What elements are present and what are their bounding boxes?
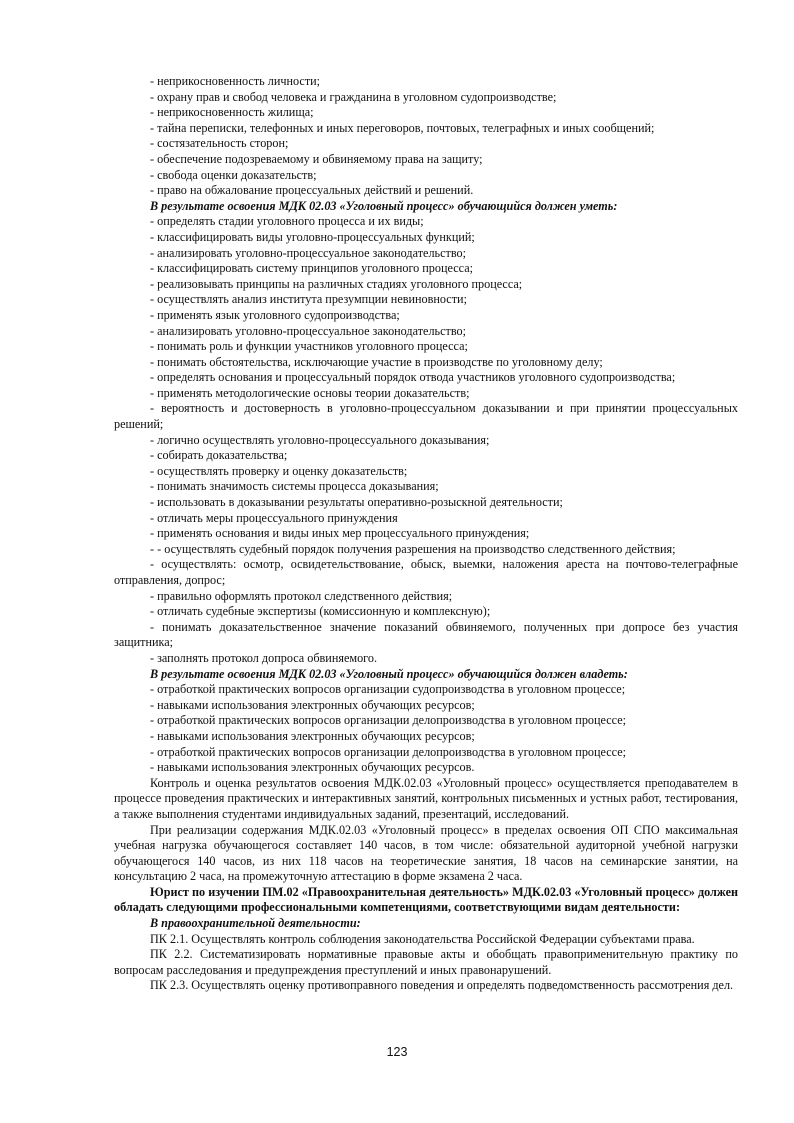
list-item: - неприкосновенность жилища; — [150, 105, 314, 120]
paragraph: Контроль и оценка результатов освоения МДК.02.03 «Уголовный процесс» осуществляется преподавателем в процессе проведения практических и интерактивных занятий, контрольных письменных и устных работ, тестирования, а также выполнения студентами индивидуальных заданий, презентаций, исследований. — [114, 775, 738, 821]
list-item: - отработкой практических вопросов организации делопроизводства в уголовном процессе; — [150, 744, 627, 759]
document-body — [114, 74, 738, 994]
list-item: - правильно оформлять протокол следственного действия; — [150, 588, 453, 603]
list-item: - анализировать уголовно-процессуальное законодательство; — [150, 323, 466, 338]
list-item: - навыками использования электронных обучающих ресурсов; — [150, 728, 475, 743]
list-item: - - осуществлять судебный порядок получения разрешения на производство следственного действия; — [150, 541, 676, 556]
list-item: - состязательность сторон; — [150, 136, 289, 151]
list-item: - реализовывать принципы на различных стадиях уголовного процесса; — [150, 276, 523, 291]
list-item: - навыками использования электронных обучающих ресурсов; — [150, 697, 475, 712]
list-item: - классифицировать виды уголовно-процессуальных функций; — [150, 229, 475, 244]
paragraph: При реализации содержания МДК.02.03 «Уголовный процесс» в пределах освоения ОП СПО максимальная учебная нагрузка обучающегося составляет 140 часов, в том числе: обязательной аудиторной учебной нагрузки обучающегося 140 часов, из них 118 часов на теоретические занятия, 18 часов на семинарские занятии, на консультацию 2 часа, на промежуточную аттестацию в форме экзамена 2 часа. — [114, 822, 738, 884]
section-heading: В результате освоения МДК 02.03 «Уголовный процесс» обучающийся должен уметь: — [150, 198, 618, 213]
list-item: - применять язык уголовного судопроизводства; — [150, 307, 400, 322]
list-item: - осуществлять: осмотр, освидетельствование, обыск, выемки, наложения ареста на почтово-телеграфные отправления, допрос; — [114, 557, 738, 587]
list-item: - определять основания и процессуальный порядок отвода участников уголовного судопроизводства; — [150, 370, 676, 385]
list-item: - неприкосновенность личности; — [150, 74, 321, 88]
list-item: - определять стадии уголовного процесса и их виды; — [150, 214, 424, 229]
list-item: - применять основания и виды иных мер процессуального принуждения; — [150, 526, 530, 541]
list-item: - навыками использования электронных обучающих ресурсов. — [150, 760, 475, 775]
list-item: - тайна переписки, телефонных и иных переговоров, почтовых, телеграфных и иных сообщений; — [150, 120, 655, 135]
paragraph: ПК 2.1. Осуществлять контроль соблюдения законодательства Российской Федерации субъектами права. — [150, 931, 695, 946]
list-item: - понимать обстоятельства, исключающие участие в производстве по уголовному делу; — [150, 354, 603, 369]
paragraph: ПК 2.2. Систематизировать нормативные правовые акты и обобщать правоприменительную практику по вопросам расследования и предупреждения преступлений и иных правонарушений. — [114, 947, 738, 977]
list-item: - отработкой практических вопросов организации делопроизводства в уголовном процессе; — [150, 713, 627, 728]
list-item: - осуществлять анализ института презумпции невиновности; — [150, 292, 467, 307]
list-item: - применять методологические основы теории доказательств; — [150, 385, 470, 400]
bold-paragraph: Юрист по изучении ПМ.02 «Правоохранительная деятельность» МДК.02.03 «Уголовный процесс» должен обладать следующими профессиональными компетенциями, соответствующими видам деятельности: — [114, 884, 738, 915]
section-heading: В результате освоения МДК 02.03 «Уголовный процесс» обучающийся должен владеть: — [150, 666, 628, 681]
list-item: - право на обжалование процессуальных действий и решений. — [150, 183, 474, 198]
list-item: - анализировать уголовно-процессуальное законодательство; — [150, 245, 466, 260]
list-item: - логично осуществлять уголовно-процессуального доказывания; — [150, 432, 490, 447]
list-item: - отработкой практических вопросов организации судопроизводства в уголовном процессе; — [150, 682, 626, 697]
list-item: - собирать доказательства; — [150, 448, 288, 463]
list-item: - охрану прав и свобод человека и гражданина в уголовном судопроизводстве; — [150, 89, 557, 104]
list-item: - понимать доказательственное значение показаний обвиняемого, полученных при допросе без участия защитника; — [114, 619, 738, 650]
list-item: - вероятность и достоверность в уголовно-процессуальном доказывании и при принятии процессуальных решений; — [114, 401, 738, 432]
page-number: 123 — [386, 1045, 408, 1059]
paragraph: ПК 2.3. Осуществлять оценку противоправного поведения и определять подведомственность рассмотрения дел. — [150, 978, 734, 993]
list-item: - классифицировать систему принципов уголовного процесса; — [150, 261, 473, 276]
list-item: - заполнять протокол допроса обвиняемого. — [150, 650, 378, 665]
list-item: - использовать в доказывании результаты оперативно-розыскной деятельности; — [150, 495, 563, 510]
list-item: - понимать роль и функции участников уголовного процесса; — [150, 339, 468, 354]
list-item: - понимать значимость системы процесса доказывания; — [150, 479, 439, 494]
section-heading: В правоохранительной деятельности: — [150, 916, 361, 931]
list-item: - свобода оценки доказательств; — [150, 167, 317, 182]
list-item: - осуществлять проверку и оценку доказательств; — [150, 463, 408, 478]
list-item: - обеспечение подозреваемому и обвиняемому права на защиту; — [150, 151, 483, 166]
list-item: - отличать меры процессуального принуждения — [150, 510, 398, 525]
list-item: - отличать судебные экспертизы (комиссионную и комплексную); — [150, 604, 491, 619]
